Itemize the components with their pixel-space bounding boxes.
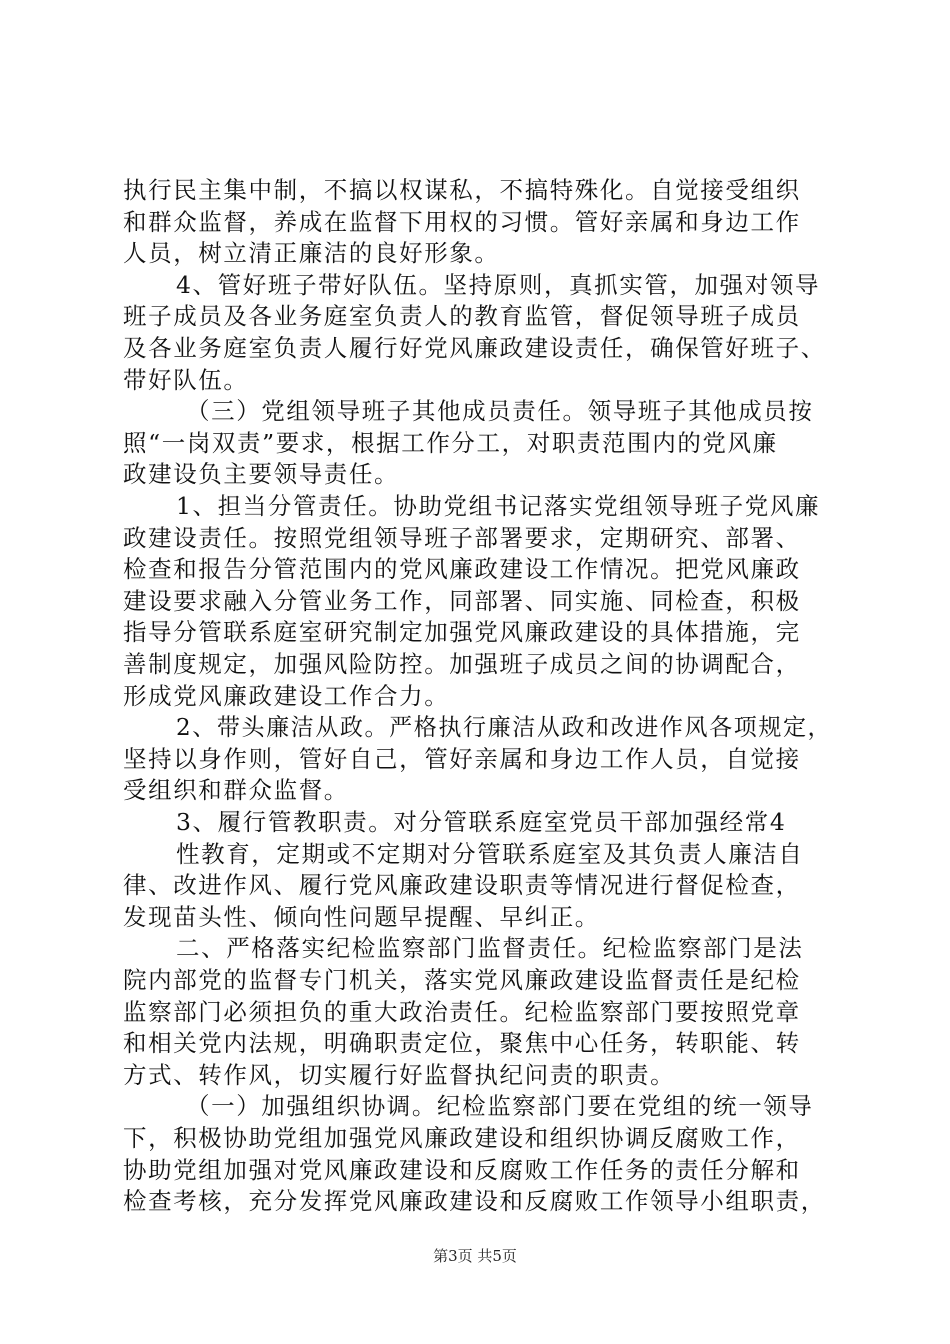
text-line: （三）党组领导班子其他成员责任。领导班子其他成员按 (186, 397, 814, 426)
text-line: 监察部门必须担负的重大政治责任。纪检监察部门要按照党章 (123, 997, 801, 1026)
text-line: 检查和报告分管范围内的党风廉政建设工作情况。把党风廉政 (123, 555, 801, 584)
text-line: 人员，树立清正廉洁的良好形象。 (123, 239, 500, 268)
text-line: （一）加强组织协调。纪检监察部门要在党组的统一领导 (186, 1092, 814, 1121)
text-line: 2、带头廉洁从政。严格执行廉洁从政和改进作风各项规定， (176, 713, 833, 742)
text-line: 协助党组加强对党风廉政建设和反腐败工作任务的责任分解和 (123, 1155, 801, 1184)
text-line: 坚持以身作则，管好自己，管好亲属和身边工作人员，自觉接 (123, 744, 801, 773)
text-line: 形成党风廉政建设工作合力。 (123, 681, 450, 710)
text-line: 下，积极协助党组加强党风廉政建设和组织协调反腐败工作， (123, 1124, 801, 1152)
text-line: 政建设责任。按照党组领导班子部署要求，定期研究、部署、 (123, 523, 801, 552)
text-line: 带好队伍。 (123, 365, 249, 394)
text-line: 二、严格落实纪检监察部门监督责任。纪检监察部门是法 (176, 934, 804, 963)
text-line: 检查考核，充分发挥党风廉政建设和反腐败工作领导小组职责， (123, 1187, 826, 1216)
text-line: 1、担当分管责任。协助党组书记落实党组领导班子党风廉 (176, 492, 821, 520)
text-line: 发现苗头性、倾向性问题早提醒、早纠正。 (123, 902, 600, 931)
text-line: 照“一岗双责”要求，根据工作分工，对职责范围内的党风廉 (123, 428, 778, 457)
text-line: 和群众监督，养成在监督下用权的习惯。管好亲属和身边工作 (123, 207, 801, 236)
text-line: 4、管好班子带好队伍。坚持原则，真抓实管，加强对领导 (176, 270, 821, 299)
text-line: 3、履行管教职责。对分管联系庭室党员干部加强经常4 (176, 808, 787, 836)
text-line: 及各业务庭室负责人履行好党风廉政建设责任，确保管好班子、 (123, 334, 826, 362)
text-line: 律、改进作风、履行党风廉政建设职责等情况进行督促检查， (123, 871, 801, 900)
text-line: 院内部党的监督专门机关，落实党风廉政建设监督责任是纪检 (123, 966, 801, 994)
text-line: 政建设负主要领导责任。 (123, 460, 400, 489)
text-line: 方式、转作风，切实履行好监督执纪问责的职责。 (123, 1060, 676, 1089)
page-number-footer: 第3页 共5页 (433, 1247, 517, 1265)
text-line: 性教育，定期或不定期对分管联系庭室及其负责人廉洁自 (176, 839, 804, 868)
text-line: 指导分管联系庭室研究制定加强党风廉政建设的具体措施，完 (123, 618, 801, 647)
text-line: 和相关党内法规，明确职责定位，聚焦中心任务，转职能、转 (123, 1029, 801, 1058)
text-line: 受组织和群众监督。 (123, 776, 349, 805)
text-line: 班子成员及各业务庭室负责人的教育监管，督促领导班子成员 (123, 302, 801, 331)
text-line: 执行民主集中制，不搞以权谋私，不搞特殊化。自觉接受组织 (123, 176, 801, 204)
text-line: 善制度规定，加强风险防控。加强班子成员之间的协调配合， (123, 650, 801, 678)
text-line: 建设要求融入分管业务工作，同部署、同实施、同检查，积极 (123, 586, 801, 615)
